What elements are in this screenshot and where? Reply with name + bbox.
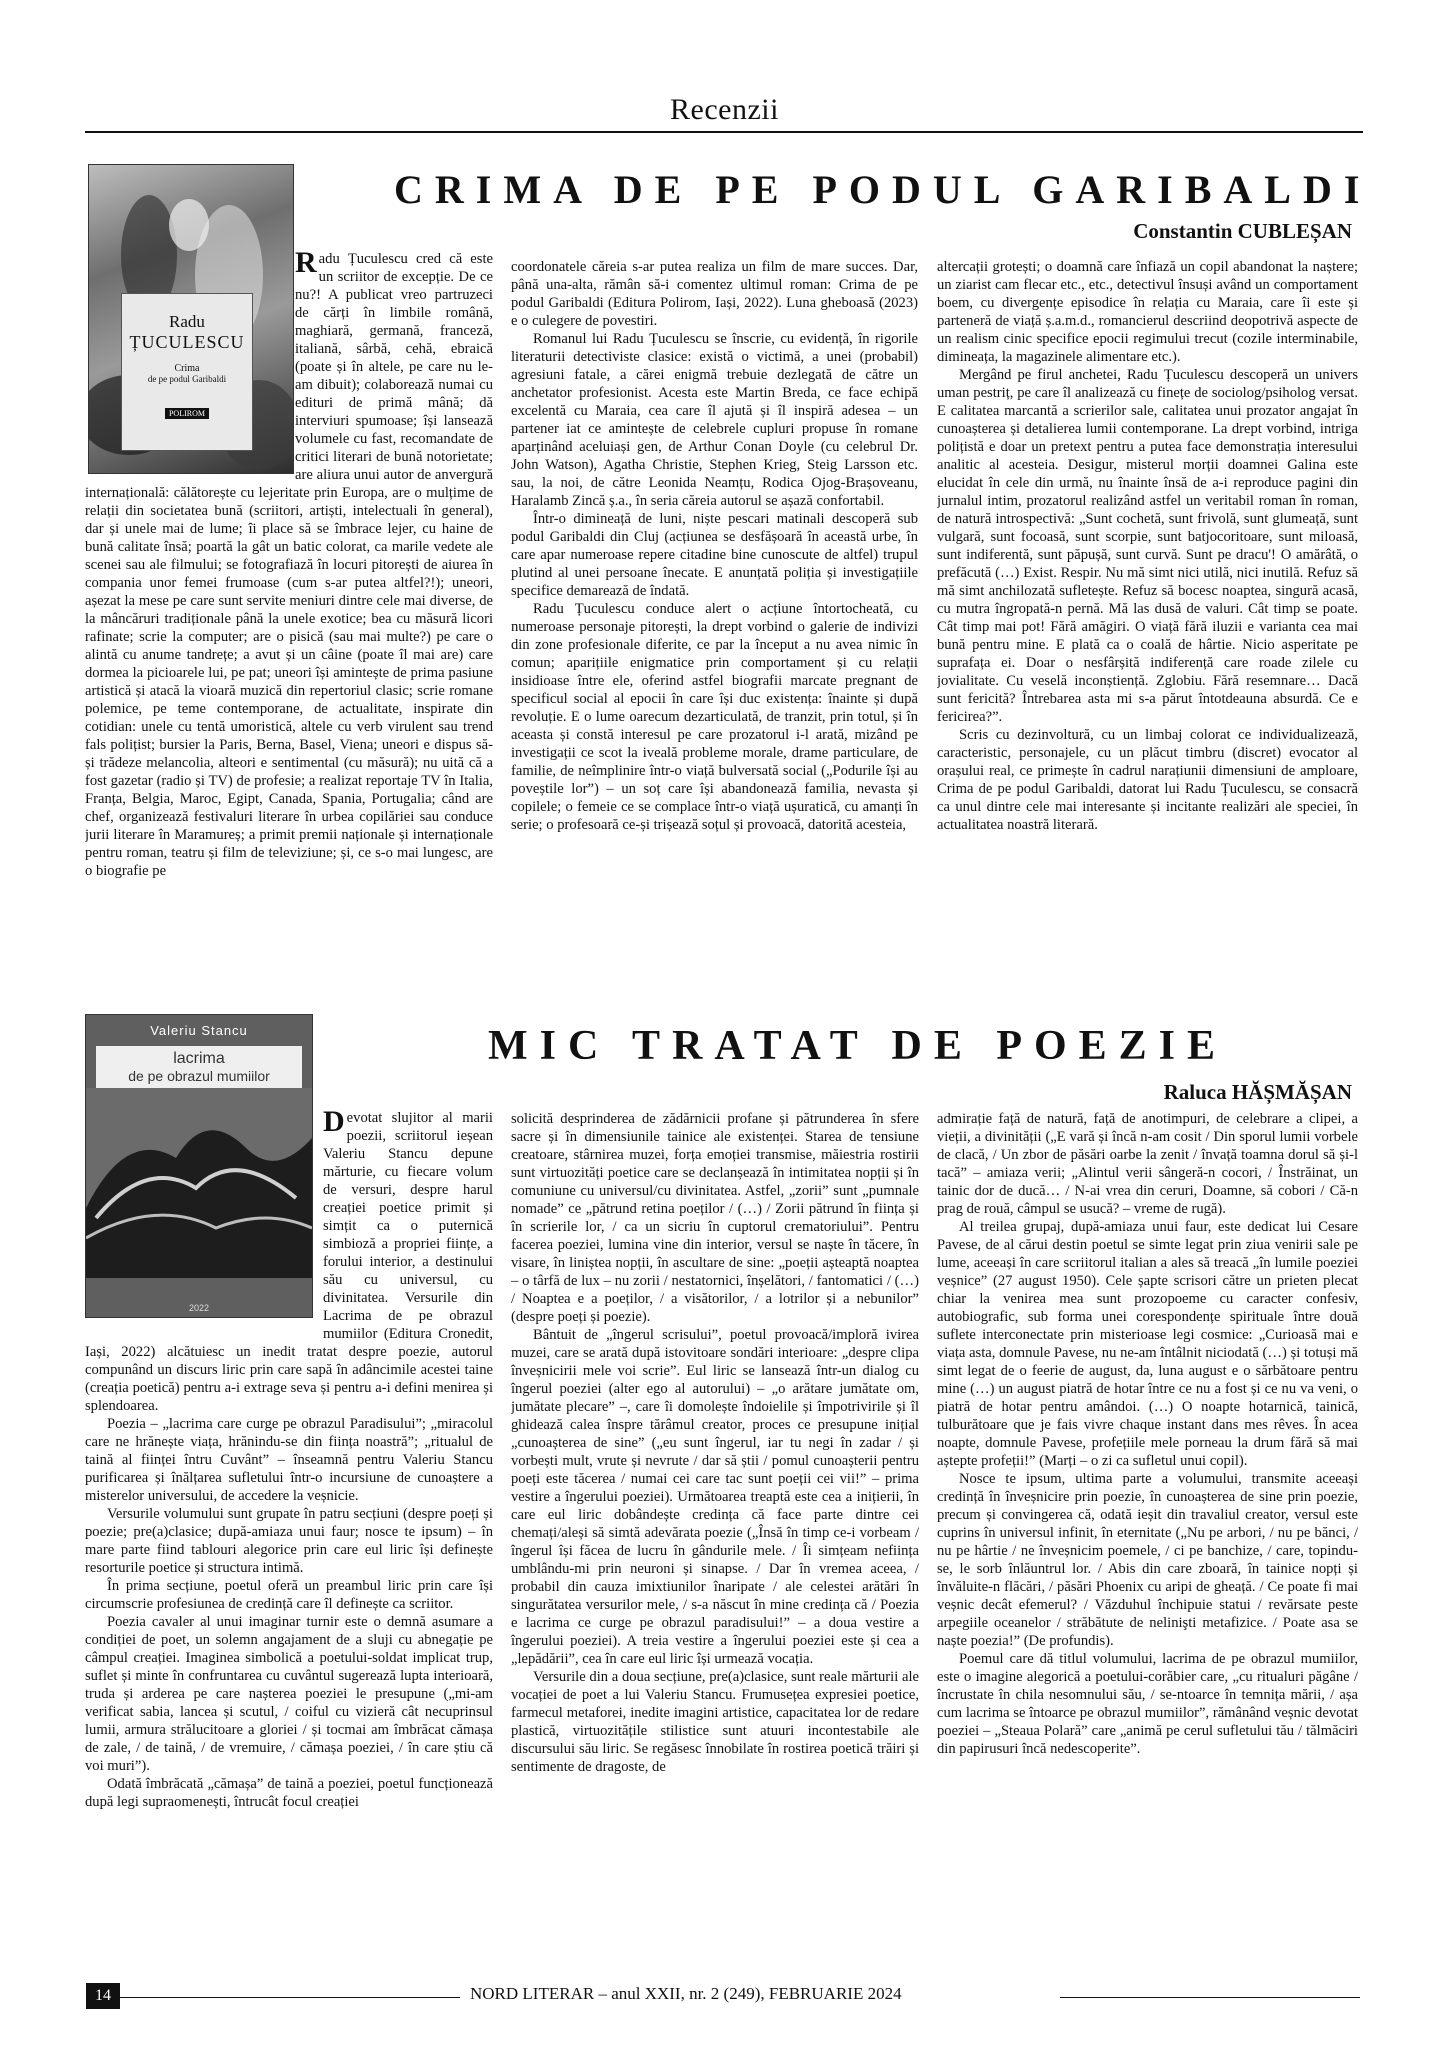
article2-col3-p1: admirație față de natură, față de anotimpuri, de celebrare a clipei, a vieții, a divinității („E vară și încă n-am cosit / Din sporul lumii vorbele de clacă, / Un zbor de păsări oarbe la zenit / învață toamna dorul să și-l tacă” – amiaza verii; „Alintul verii sângeră-n cocori, / Înstrăinat, un tainic dor de ducă… / N-ai vrea din ceruri, Doamne, să cobori / Că-n prag de rouă, câmpul se usucă? – vreme de rugă). [937,1111,1358,1217]
footer-rule-left [120,1997,460,1998]
article2-col1-p4: În prima secțiune, poetul oferă un preambul liric prin care își circumscrie profesiunea de credință care îl definește ca scriitor. [85,1578,493,1612]
article1-col2-p1: coordonatele căreia s-ar putea realiza un film de mare succes. Dar, până una-alta, rămân să-i comentez ultimul roman: Crima de pe podul Garibaldi (Editura Polirom, Iași, 2022). Luna gheboasă (2023) e o culegere de povestiri. [511,259,918,329]
cover-author-last: ȚUCULESCU [129,332,245,352]
article2-author: Raluca HĂȘMĂȘAN [1163,1080,1352,1104]
footer-publication: NORD LITERAR – anul XXII, nr. 2 (249), FEBRUARIE 2024 [470,1984,902,2003]
article1-title: CRIMA DE PE PODUL GARIBALDI [394,167,1372,212]
article1-col3-p1: altercații grotești; o doamnă care înfiază un copil abandonat la naștere; un ziarist cam flecar etc., etc., detectivul însuși având un comportament boem, cu divergențe episodice în relația cu Maraia, care îi este și parteneră de viață ș.a.m.d., romancierul descriind deopotrivă aspecte de un realism cinic specifice epocii regimului trecut (cozile interminabile, dimineața, la magazinele alimentare etc.). [937,259,1358,365]
article2-col2-p2: Bântuit de „îngerul scrisului”, poetul provoacă/imploră ivirea muzei, care se arată după istovitoare sondări interioare: „despre clipa înveșnicirii mele voi scrie”. Eul liric se lansează într-un dialog cu îngerul poeziei (alter ego al autorului) – „o arătare jumătate om, jumătate plecare” –, care îi domolește îndoielile și împotrivirile și îl ghidează calea înspre tărâmul creator, proces ce presupune inițial „cunoașterea de sine” („eu sunt îngerul, iar tu negi în zadar / și vorbești mult, vrute și nevrute / dar să știi / pomul cunoașterii pentru poeți este tăcerea / numai cei care tac sunt poeții cei vii!” – prima vestire a îngerului poeziei). Următoarea treaptă este cea a inițierii, în care eul liric dobândește credința că face parte dintre cei chemați/aleși să simtă adevărata poezie („Însă în timp ce-i vorbeam / îngerul își făcea de lucru în gândurile mele. / Îi simțeam neființa umblându-mi prin neuroni și sinapse. / Dar în vremea aceea, / probabil din cauza imixtiunilor înaripate / ale celestei arătări în singurătatea versurilor mele, / s-a născut în mine credința că / Poezia e lacrima ce curge pe obrazul paradisului!” – a doua vestire a îngerului poeziei). A treia vestire a îngerului poeziei este și cea a „lepădării”, cea în care eul liric își urmează vocația. [511,1327,919,1667]
article2-col1-p6: Odată îmbrăcată „cămașa” de taină a poeziei, poetul funcționează după legi supraomenești, întrucât focul creației [85,1776,493,1810]
article2-col2-p3: Versurile din a doua secțiune, pre(a)clasice, sunt reale mărturii ale vocației de poet a lui Valeriu Stancu. Frumusețea expresiei poetice, farmecul metaforei, inedite imagini artistice, capacitatea lor de redare plastică, virtuozitățile stilistice sunt atuuri incontestabile ale discursului său liric. Se regăsesc înnobilate în rostirea poetică trăiri și sentimente de dragoste, de [511,1669,919,1775]
article2-col2-p1: solicită desprinderea de zădărnicii profane și pătrunderea în sfere sacre și în dimensiunile tainice ale existenței. Starea de tensiune creatoare, stârnirea muzei, forța emoției transmise, măiestria rostirii sunt virtuozități poetice care se declanșează în intimitatea nopții și în comuniune cu universul/cu divinitatea. Astfel, „zorii” sunt „pumnale nomade” ce „pătrund retina poeților / (…) / Zorii pătrund în ființa și în scrierile lor, / ca un sicriu în cuptorul crematoriului”. Pentru facerea poeziei, lumina vine din interior, versul se naște în tăcere, în visare, în liniștea nopții, în ascultare de sine: „poeții așteaptă noaptea – o târfă de lux – nu zorii / nestatornici, înșelători, / fantomatici / (…) / Noaptea e a poeților, / a visătorilor, / a lotrilor și a nebunilor” (despre poeți și poezie). [511,1111,919,1325]
header-rule [85,131,1363,133]
article1-col2-p4: Radu Țuculescu conduce alert o acțiune întortocheată, cu numeroase personaje pitorești, la drept vorbind o galerie de indivizi din zone profesionale diferite, ce par la început a nu avea nimic în comun; aparițiile enigmatice prin comportament și cu relații insidioase între ele, oferind astfel biografii marcate pregnant de specificul social al epocii în care își duc existența: înainte și după revoluție. E o lume oarecum dezarticulată, de tranzit, prin totul, și în aceasta și constă interesul pe care prozatorul i-l arată, mizând pe investigații ce scot la iveală probleme morale, drame particulare, de familie, de neîmplinire într-o viață bulversată social („Podurile își au poveștile lor”) – un soț care își abandonează familia, nevasta și copilele; o femeie ce se complace într-o viață ușuratică, cu amanți în serie; o profesoară ce-și trișează soțul și provoacă, datorită acesteia, [511,601,918,833]
cover-author-first: Radu [169,312,205,331]
article1-col2-p3: Într-o dimineață de luni, niște pescari matinali descoperă sub podul Garibaldi din Cluj (acțiunea se desfășoară în această urbe, în care apar numeroase repere citadine bine cunoscute de altfel) trupul plutind al unei persoane înecate. E anunțată poliția și investigațiile specifice demarează de îndată. [511,511,918,599]
article2-col1-p3: Versurile volumului sunt grupate în patru secțiuni (despre poeți și poezie; pre(a)clasice; după-amiaza unui faur; nosce te ipsum) – în mare parte fiind tablouri alegorice prin care eul liric își definește resorturile poetice și structura intimă. [85,1506,493,1576]
article1-col1 [85,250,493,914]
section-title: Recenzii [670,93,779,126]
dropcap: R [295,250,317,279]
article1-col3-p3: Scris cu dezinvoltură, cu un limbaj colorat ce individualizează, caracteristic, personajele, cu un plăcut timbru (discret) evocator al orașului real, ce primește în cadrul narațiunii dimensiuni de amploare, Crima de pe podul Garibaldi, datorat lui Radu Țuculescu, se consacră ca unul dintre cele mai interesante și incitante realizări ale speciei, în actualitatea noastră literară. [937,727,1358,833]
article2-col3 [937,1110,1358,1966]
article2-col1-p2: Poezia – „lacrima care curge pe obrazul Paradisului”; „miracolul care ne hrănește viața, hrănindu-se din ființa noastră”; „ritualul de taină al ființei întru Cuvânt” – înseamnă pentru Valeriu Stancu purificarea și înălțarea sufletului într-o incursiune de cunoaștere a misterelor universului, de accedere la veșnicie. [85,1416,493,1504]
article1-col2 [511,258,918,914]
dropcap-2: D [323,1109,345,1138]
page-number: 14 [86,1983,120,2009]
article2-title: MIC TRATAT DE POEZIE [488,1023,1228,1069]
cover-space [85,250,295,472]
article1-col1-p1: Radu Țuculescu cred că este un scriitor de excepție. De ce nu?! A publicat vreo partruzeci de cărți în limbile română, maghiară, germană, franceză, italiană, sârbă, cehă, ebraică (poate și în altele, pe care nu le-am dibuit); colaborează numai cu edituri de primă mână; dă interviuri spumoase; își lansează volumele cu fast, recomandate de critici literari de bună notorietate; are aliura unui autor de anvergură internațională: călătorește cu lejeritate prin Europa, are o mulțime de relații din societatea bună (scriitori, artiști, intelectuali în general), dar și unele mai de lume; îi place să se îmbrace lejer, cu haine de bună calitate însă; poartă la gât un batic colorat, ca marile vedete ale scenei sau ale filmului; se fotografiază în locuri pitorești de aiurea în compania unor femei frumoase (cum s-ar putea altfel?!); uneori, așezat la mese pe care sunt servite meniuri dintre cele mai diverse, de la mâncăruri tradiționale până la unele exotice; bea cu măsură licori rafinate; scrie la computer; are o pisică (sau mai multe?) pe care o alintă cu anume tandrețe; a avut și un câine (poate îl mai are) care dormea la picioarele lui, pe pat; uneori își amintește de prima pasiune artistică și atacă la vioară muzică din repertoriul clasic; scrie romane polemice, pe teme contemporane, de actualitate, inspirate din cotidian: unele cu tentă umoristică, altele cu verb virulent sau trend fals polițist; bursier la Paris, Berna, Basel, Viena; uneori e dispus să-și trădeze melancolia, alteori e sentimental (cu măsură); nu uită că a fost gazetar (radio și TV) de profesie; a realizat reportaje TV în Italia, Franța, Belgia, Maroc, Egipt, Canada, Spania, Portugalia; când are chef, organizează festivaluri literare în urbea copilăriei sau conduce jurii literare în Maramureș; a primit premii naționale și internaționale pentru roman, teatru și film de televiziune; și, ce s-o mai lungesc, are o biografie pe [85,250,493,879]
article2-col1-p5: Poezia cavaler al unui imaginar turnir este o demnă asumare a condiției de poet, un solemn angajament de a sluji cu abnegație pe câmpul creației. Imaginea simbolică a poetului-soldat implicat trup, suflet și minte în confruntarea cu cuvântul sugerează lupta interioară, truda și arderea pe care nașterea poeziei le presupune („mi-am verificat sabia, lancea și scutul, / coiful cu vizieră cât necuprinsul lumii, armura strălucitoare a gloriei / și tocmai am îmbrăcat cămașa de zale, / de taină, / de vremuire, / cămașa poeziei, / în care știu că voi muri”). [85,1614,493,1774]
article2-col3-p4: Poemul care dă titlul volumului, lacrima de pe obrazul mumiilor, este o imagine alegorică a poetului-corăbier care, „cu ritualuri păgâne / încrustate în chila nesomnului său, / se-ntoarce în temnița mării, / așa cum lacrima se întoarce pe obrazul mumiilor”, rămânând veșnic devotat poeziei – „Steaua Polară” care „animă pe cerul sufletului tău / tălmăciri din papirusuri încă nedescoperite”. [937,1651,1358,1757]
cover2-title-box [96,1046,302,1088]
cover2-year: 2022 [188,1303,210,1313]
article2-col1 [85,1109,493,1967]
footer-rule-right [1060,1997,1360,1998]
article1-col3-p2: Mergând pe firul anchetei, Radu Țuculescu descoperă un univers uman pestriț, pe care îl analizează cu finețe de sociolog/psiholog versat. E calitatea marcantă a scrierilor sale, calitatea unui prozator angajat în cunoașterea și detalierea lumii contemporane. La drept vorbind, intriga polițistă e doar un pretext pentru a putea face demonstrația interesului analitic al acesteia. Desigur, misterul morții doamnei Galina este elucidat în cele din urmă, nu înainte însă de a-i reproduce pagini din jurnalul intim, prozatorul realizând astfel un veritabil roman în roman, de natură introspectivă: „Sunt cochetă, sunt frivolă, sunt glumeață, sunt vulgară, sunt focoasă, sunt scorpie, sunt batjocoritoare, sunt miloasă, sunt indiferentă, sunt păpușă, sunt curvă. Sunt pe dracu'! O amărâtă, o prefăcută (…) Exist. Respir. Nu mă simt nici utilă, nici inutilă. Refuz să mă simt anchilozată sufletește. Refuz să bocesc noaptea, singură acasă, cu mutra îngropată-n pernă. Mă las dusă de valuri. Cât timp se poate. Cât timp mai pot! Fără amăgiri. O viață fără iluzii e varianta cea mai bună pentru mine. E plată ca o coală de hârtie. Nicio asperitate pe suprafața ei. Doar o nesfârșită indiferență care roade zilele cu jovialitate. Cu veselă inconștiență. Zglobiu. Fără resemnare… Dacă sunt fericită? Întrebarea asta mi s-a părut întotdeauna absurdă. Ce e fericirea?”. [937,367,1358,725]
article2-col1-p1: Devotat slujitor al marii poezii, scriitorul ieșean Valeriu Stancu depune mărturie, cu fiecare volum de versuri, despre harul creației poetice primit și simțit ca o puternică simbioză a propriei ființe, a forului interior, a destinului său cu universul, cu divinitatea. Versurile din Lacrima de pe obrazul mumiilor (Editura Cronedit, Iași, 2022) alcătuiesc un inedit tratat despre poezie, autorul compunând un discurs liric prin care sapă în adâncimile acestei taine (creația poetică) pentru a-i extrage seva și pentru a-i defini menirea și splendoarea. [85,1109,493,1414]
cover-publisher: POLIROM [165,408,209,419]
cover2-title-2: de pe obrazul mumiilor [128,1068,270,1084]
article2-col2 [511,1110,919,1966]
article1-author: Constantin CUBLEȘAN [1133,219,1352,243]
article1-col3 [937,258,1358,914]
cover-title-2: de pe podul Garibaldi [147,374,227,384]
cover2-space [85,1109,323,1339]
cover2-title-1: lacrima [173,1050,225,1067]
article2-col3-p3: Nosce te ipsum, ultima parte a volumului, transmite aceeași credință în înveșnicire prin poezie, în cunoașterea de sine prin poezie, precum și convingerea că, odată ieșit din travaliul creator, versul este cuprins în universul infinit, în eternitate („Nu pe arbori, / nu pe bănci, / nu pe hârtie / ne înveșnicim poemele, / ci pe banchize, / care, topindu-se, le sorb înlăuntrul lor. / Abis din care zboară, în tainice nopți și învăluite-n flăcări, / păsări Phoenix cu aripi de gheață. / Ce poate fi mai veșnic decât efemerul? / Văzduhul închipuie statui / revărsate peste arpegiile oceanelor / străbătute de nelinişti metafizice. / Poate asa se naște poezia!” (De profundis). [937,1471,1358,1649]
article1-col2-p2: Romanul lui Radu Țuculescu se înscrie, cu evidență, în rigorile literaturii detectiviste clasice: există o victimă, a unei (probabil) agresiuni fatale, a cărei enigmă trebuie dezlegată de către un anchetator profesionist. Acesta este Martin Breda, ce face echipă excelentă cu Maraia, cea care îl ajută și îl inspiră adesea – un partener iat ce amintește de celebrele cupluri propuse în romane aparținând aceluiași gen, de Arthur Conan Doyle (cu celebrul Dr. John Watson), Agatha Christie, Stephen Krieg, Steig Larsson etc. sau, la noi, de către Leonida Neamțu, Rodica Ojog-Brașoveanu, Haralamb Zincă ș.a., în seria căreia autorul se așază confortabil. [511,331,918,509]
article2-col3-p2: Al treilea grupaj, după-amiaza unui faur, este dedicat lui Cesare Pavese, de al cărui destin poetul se simte legat prin ziua venirii sale pe lume, aceeași în care scriitorul italian a ales să treacă „în lumile poeziei veșnice” (27 august 1950). Cele șapte scrisori către un prieten plecat chiar la venirea mea sunt prozopoeme cu caracter confesiv, autobiografic, sub forma unei corespondențe spirituale între două suflete interconectate prin misterioase legi cosmice: „Curioasă mai e viața asta, domnule Pavese, nu ne-am întâlnit niciodată (…) și totuși mă simt legat de o feerie de august, da, luna august e o sărbătoare pentru mine (…) un august piatră de hotar între ce nu a fost și ce nu va veni, o piatră de hotar pentru amândoi. (…) O noapte hotarnică, tainică, tulburătoare que je fais vivre chaque instant dans mes rêves. În acea noapte, domnule Pavese, profețiile mele porneau la drum fără să mai aștepte profeții!” (Marți – o zi ca sufletul unui copil). [937,1219,1358,1469]
cover-title-1: Crima [174,363,200,374]
cover2-author: Valeriu Stancu [150,1023,248,1038]
